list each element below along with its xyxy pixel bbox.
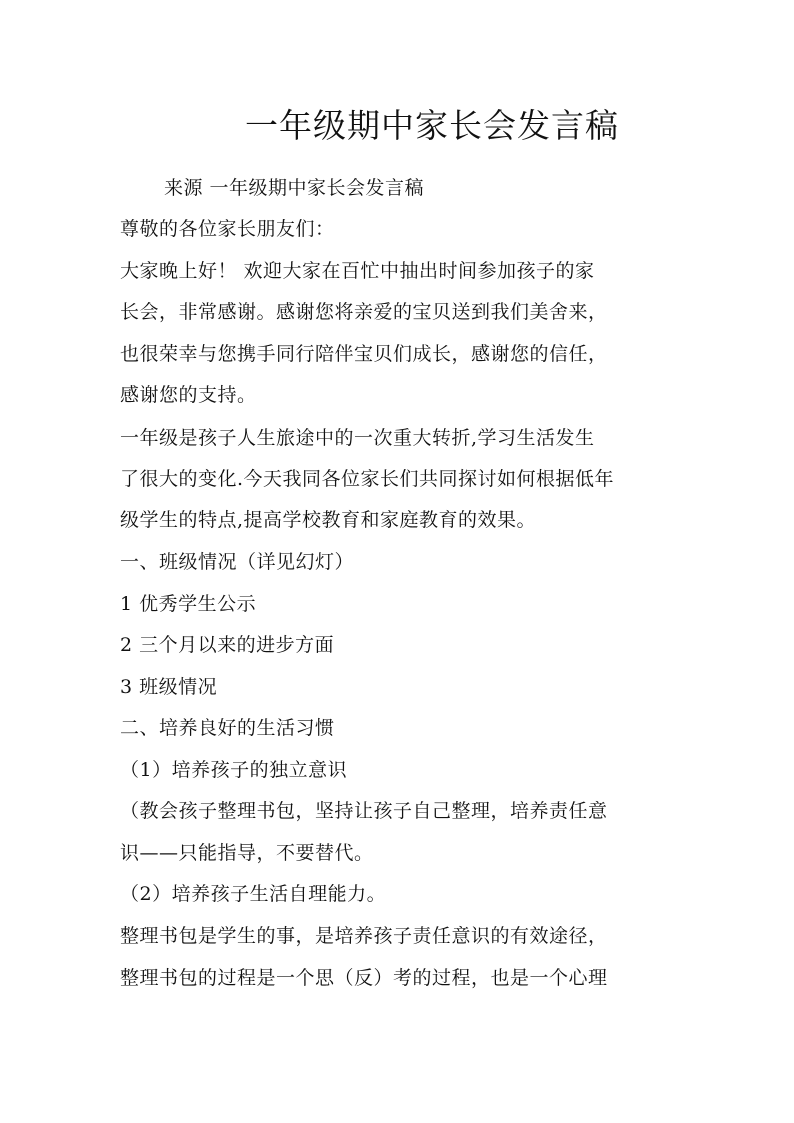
subsection-heading: （2）培养孩子生活自理能力。 <box>120 883 387 905</box>
paragraph-line: （教会孩子整理书包，坚持让孩子自己整理，培养责任意 <box>120 800 608 822</box>
paragraph-line: 了很大的变化.今天我同各位家长们共同探讨如何根据低年 <box>120 468 615 490</box>
paragraph-line: 长会，非常感谢。感谢您将亲爱的宝贝送到我们美舍来， <box>120 301 608 323</box>
paragraph-line: 也很荣幸与您携手同行陪伴宝贝们成长，感谢您的信任， <box>120 343 608 365</box>
paragraph-line: 整理书包是学生的事，是培养孩子责任意识的有效途径， <box>120 925 608 947</box>
list-item: 1 优秀学生公示 <box>120 593 257 615</box>
subsection-heading: （1）培养孩子的独立意识 <box>120 759 348 781</box>
source-line: 来源 一年级期中家长会发言稿 <box>164 177 425 199</box>
section-heading: 二、培养良好的生活习惯 <box>120 717 335 739</box>
paragraph-line: 级学生的特点,提高学校教育和家庭教育的效果。 <box>120 509 537 531</box>
list-item: 2 三个月以来的进步方面 <box>120 634 335 656</box>
list-item: 3 班级情况 <box>120 676 218 698</box>
section-heading: 一、班级情况（详见幻灯） <box>120 551 355 573</box>
paragraph-line: 识——只能指导，不要替代。 <box>120 842 374 864</box>
salutation-line: 尊敬的各位家长朋友们： <box>120 218 335 240</box>
document-title: 一年级期中家长会发言稿 <box>245 106 619 145</box>
paragraph-line: 大家晚上好！ 欢迎大家在百忙中抽出时间参加孩子的家 <box>120 260 595 282</box>
paragraph-line: 整理书包的过程是一个思（反）考的过程，也是一个心理 <box>120 967 608 989</box>
paragraph-line: 感谢您的支持。 <box>120 384 257 406</box>
paragraph-line: 一年级是孩子人生旅途中的一次重大转折,学习生活发生 <box>120 427 595 449</box>
